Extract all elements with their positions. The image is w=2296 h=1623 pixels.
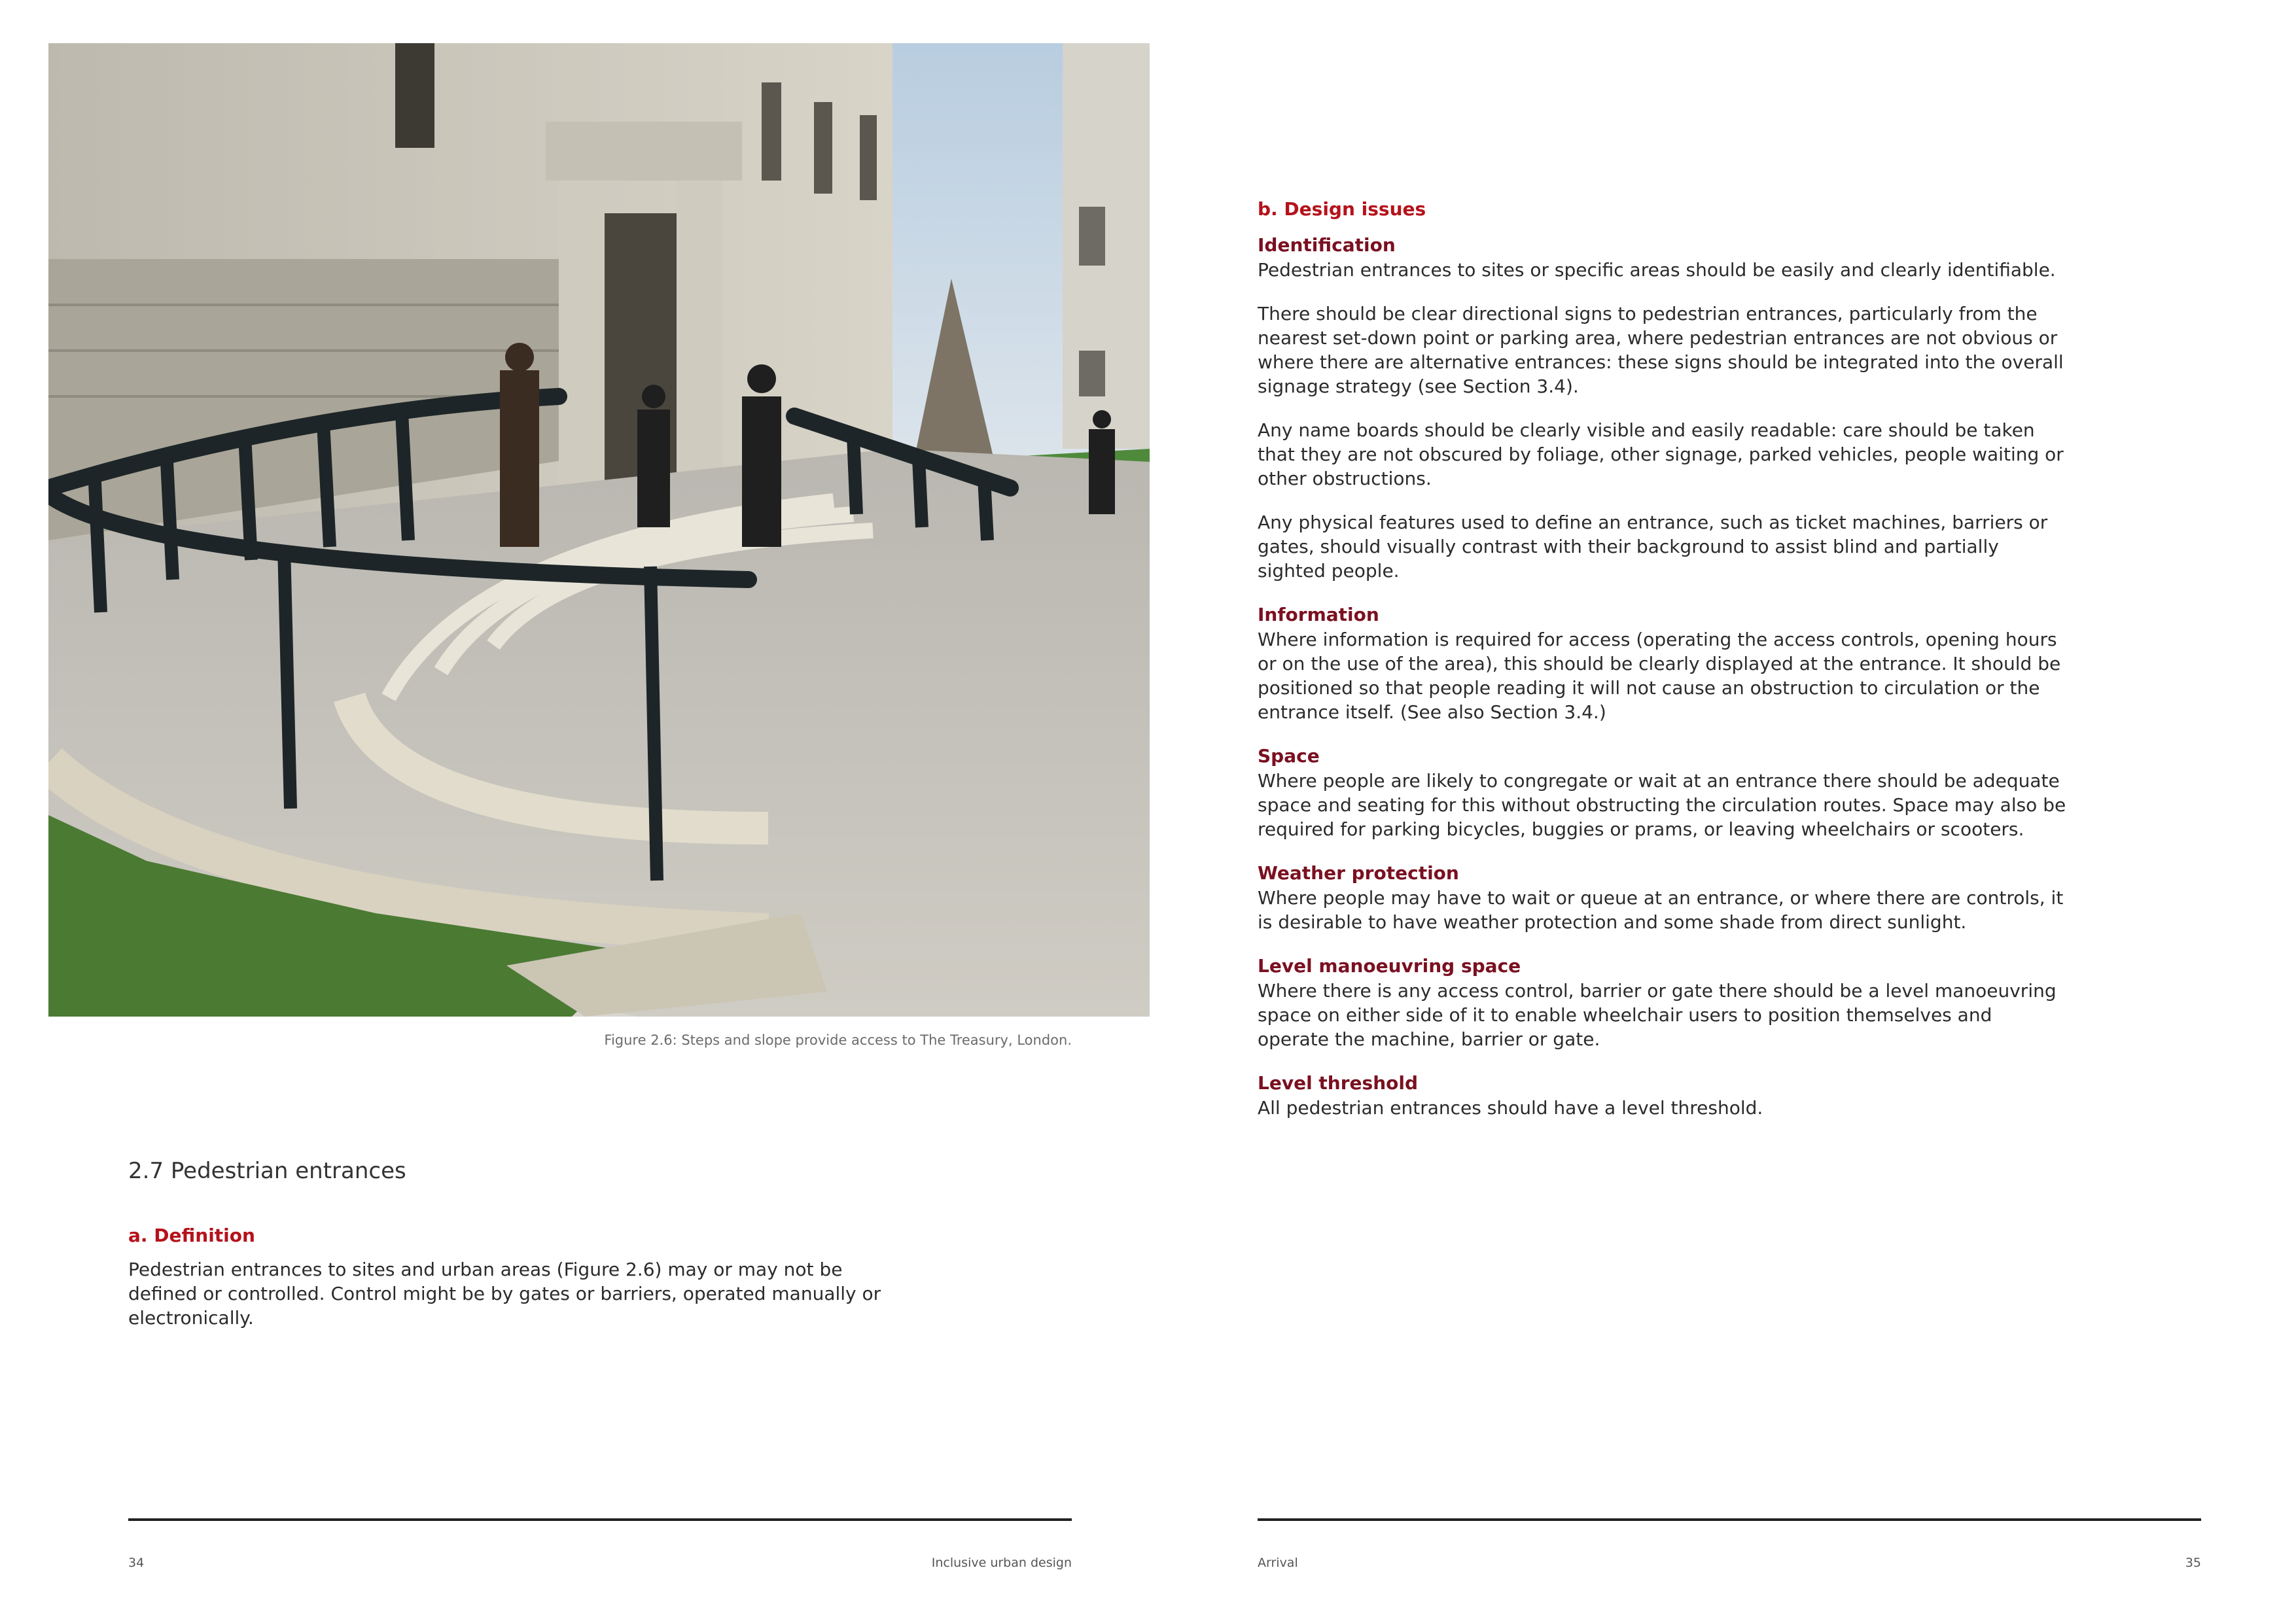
right-footer-section: Arrival bbox=[1258, 1556, 1298, 1570]
issue-paragraph: Where people may have to wait or queue at an entrance, or where there are controls, it is desirable to have weather protection and some shade from direct sunlight. bbox=[1258, 887, 2064, 933]
issue-paragraph: Any physical features used to define an entrance, such as ticket machines, barriers or gates, should visually contrast with their background to assist blind and partially sighted people. bbox=[1258, 512, 2048, 582]
left-page-number: 34 bbox=[128, 1556, 145, 1570]
issue-title: Space bbox=[1258, 745, 1320, 767]
issue-block bbox=[1258, 744, 2069, 841]
issue-paragraph: Where there is any access control, barrier or gate there should be a level manoeuvring space on either side of it to enable wheelchair users to position themselves and operate the machine, barrier or gate. bbox=[1258, 980, 2057, 1050]
issue-block bbox=[1258, 233, 2069, 583]
issue-paragraph: There should be clear directional signs to pedestrian entrances, particularly from the nearest set-down point or parking area, where pedestrian entrances are not obvious or where there are alternative entrances: these signs should be integrated into the overall signage strategy (see Section 3.4). bbox=[1258, 303, 2064, 397]
section-title: 2.7 Pedestrian entrances bbox=[128, 1158, 406, 1184]
right-footer-rule bbox=[1258, 1518, 2201, 1521]
issue-title: Information bbox=[1258, 604, 1379, 625]
issue-block bbox=[1258, 954, 2069, 1051]
issue-title: Level threshold bbox=[1258, 1072, 1419, 1094]
issue-block bbox=[1258, 1071, 2069, 1120]
issue-paragraph: Where information is required for access (operating the access controls, opening hours or on the use of the area), this should be clearly displayed at the entrance. It should be positioned so that people reading it will not cause an obstruction to circulation or the entrance itself. (See also Section 3.4.) bbox=[1258, 629, 2061, 723]
issue-paragraph: Where people are likely to congregate or wait at an entrance there should be adequate space and seating for this without obstructing the circulation routes. Space may also be required for parking bicycles, buggies or prams, or leaving wheelchairs or scooters. bbox=[1258, 770, 2066, 840]
photo-illustration bbox=[48, 43, 1150, 1017]
design-issues-column bbox=[1258, 198, 2069, 1140]
issues-list bbox=[1258, 233, 2069, 1120]
right-page-number: 35 bbox=[2185, 1556, 2201, 1570]
issue-title: Identification bbox=[1258, 234, 1396, 256]
figure-caption: Figure 2.6: Steps and slope provide access to The Treasury, London. bbox=[604, 1032, 1072, 1048]
left-footer-rule bbox=[128, 1518, 1072, 1521]
treasury-entrance-photo bbox=[48, 43, 1150, 1017]
issue-paragraph: All pedestrian entrances should have a level threshold. bbox=[1258, 1097, 1763, 1119]
design-issues-heading: b. Design issues bbox=[1258, 198, 1426, 220]
issue-paragraph: Any name boards should be clearly visible and easily readable: care should be taken that they are not obscured by foliage, other signage, parked vehicles, people waiting or other obstructions. bbox=[1258, 419, 2064, 489]
issue-paragraph: Pedestrian entrances to sites or specific areas should be easily and clearly identifiable. bbox=[1258, 259, 2056, 281]
issue-block bbox=[1258, 861, 2069, 934]
left-footer-title: Inclusive urban design bbox=[931, 1556, 1072, 1570]
issue-title: Level manoeuvring space bbox=[1258, 955, 1521, 977]
issue-block bbox=[1258, 602, 2069, 724]
definition-text: Pedestrian entrances to sites and urban areas (Figure 2.6) may or may not be defined or controlled. Control might be by gates or barriers, operated manually or electronically. bbox=[128, 1259, 881, 1329]
issue-title: Weather protection bbox=[1258, 862, 1459, 884]
definition-heading: a. Definition bbox=[128, 1225, 255, 1246]
